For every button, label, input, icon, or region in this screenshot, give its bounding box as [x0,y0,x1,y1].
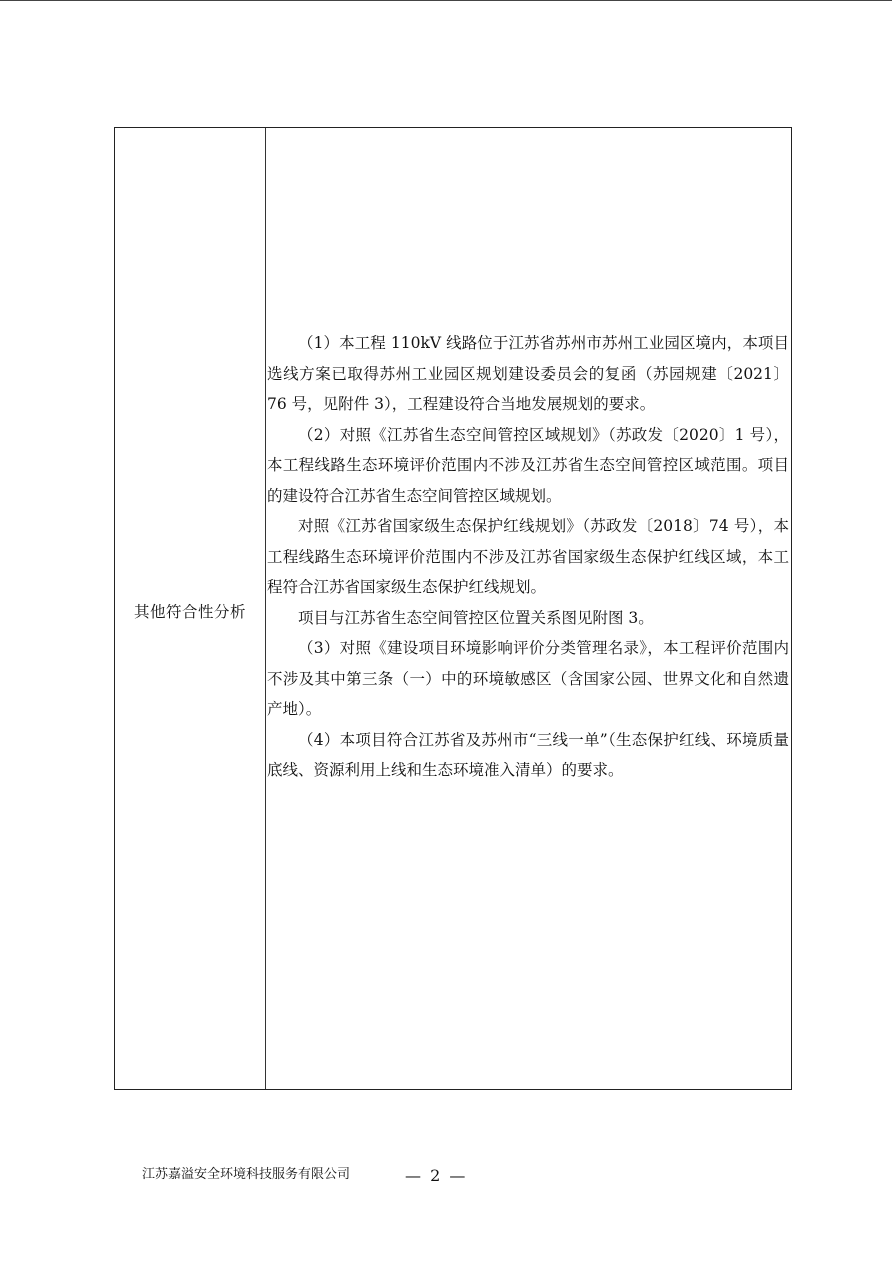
footer-company: 江苏嘉溢安全环境科技服务有限公司 [142,1167,351,1182]
top-rule [0,0,892,1]
paragraph-2: （2）对照《江苏省生态空间管控区域规划》（苏政发〔2020〕1 号），本工程线路生态环境评价范围内不涉及江苏省生态空间管控区域范围。项目的建设符合江苏省生态空间管控区域规划。 [267,425,789,505]
analysis-content [267,328,789,786]
paragraph-4: 项目与江苏省生态空间管控区位置关系图见附图 3。 [298,608,654,627]
row-label: 其他符合性分析 [133,603,246,621]
paragraph-3: 对照《江苏省国家级生态保护红线规划》（苏政发〔2018〕74 号），本工程线路生态环境评价范围内不涉及江苏省国家级生态保护红线区域，本工程符合江苏省国家级生态保护红线规划。 [267,517,789,596]
column-divider [265,128,266,1089]
paragraph-5: （3）对照《建设项目环境影响评价分类管理名录》，本工程评价范围内不涉及其中第三条（一）中的环境敏感区（含国家公园、世界文化和自然遗产地）。 [267,639,789,718]
paragraph-6: （4）本项目符合江苏省及苏州市“三线一单”（生态保护红线、环境质量底线、资源利用上线和生态环境准入清单）的要求。 [267,730,789,779]
page-number: — 2 — [405,1166,468,1185]
paragraph-1: （1）本工程 110kV 线路位于江苏省苏州市苏州工业园区境内，本项目选线方案已取得苏州工业园区规划建设委员会的复函（苏园规建〔2021〕76 号，见附件 3），工程建设符合当地发展规划的要求。 [267,334,789,413]
compliance-table [114,127,792,1090]
